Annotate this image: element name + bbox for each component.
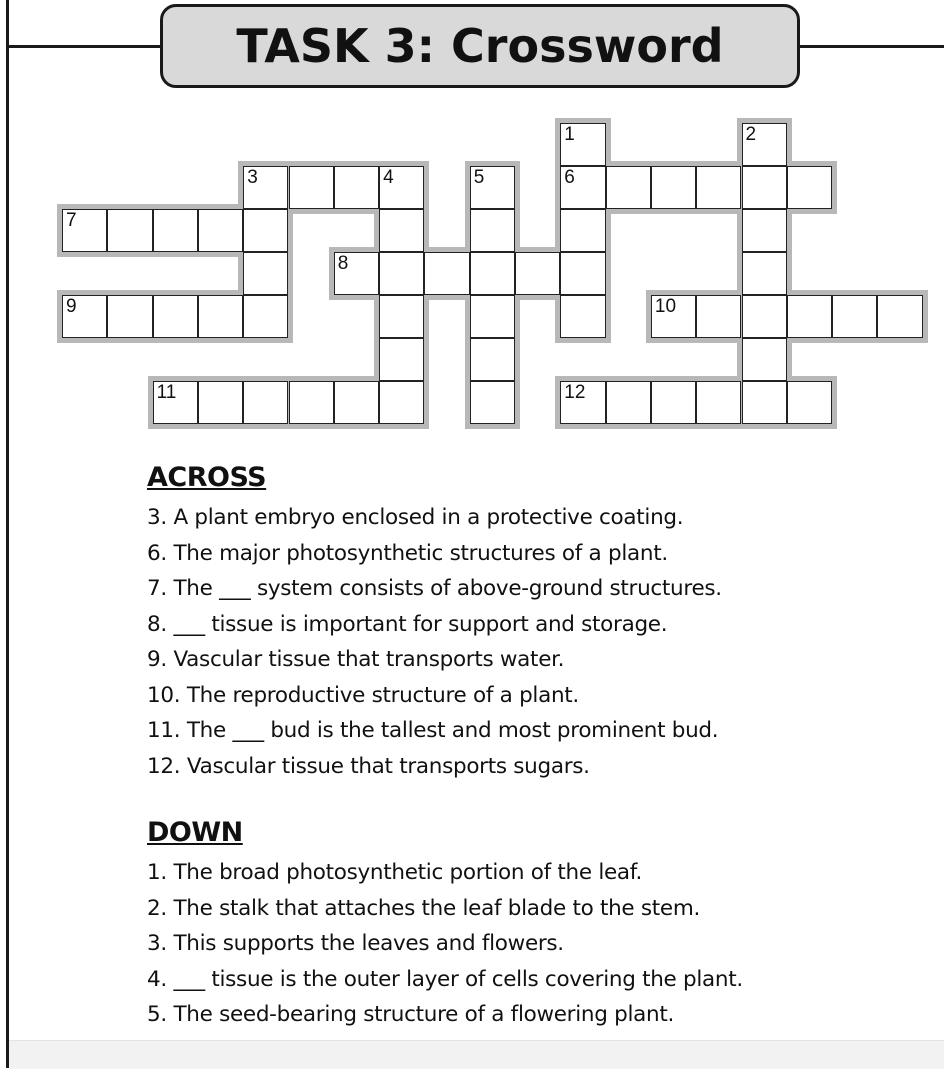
- crossword-cell[interactable]: [787, 166, 832, 209]
- crossword-cell[interactable]: [334, 252, 379, 295]
- across-clue-9: 9. Vascular tissue that transports water.: [147, 647, 565, 672]
- crossword-cell[interactable]: [153, 295, 198, 338]
- crossword-cell[interactable]: [379, 252, 424, 295]
- crossword-cell[interactable]: [334, 166, 379, 209]
- crossword-cell[interactable]: [515, 252, 560, 295]
- crossword-cell[interactable]: [651, 381, 696, 424]
- crossword-cell[interactable]: [243, 166, 288, 209]
- crossword-cell[interactable]: [560, 209, 605, 252]
- down-clues: [147, 815, 927, 1033]
- down-clue-3: 3. This supports the leaves and flowers.: [147, 931, 564, 956]
- crossword-cell[interactable]: [742, 295, 787, 338]
- crossword-cell[interactable]: [787, 381, 832, 424]
- crossword-cell[interactable]: [832, 295, 877, 338]
- crossword-cell[interactable]: [198, 381, 243, 424]
- crossword-cell[interactable]: [153, 209, 198, 252]
- clue-number: 8: [337, 253, 349, 274]
- crossword-cell[interactable]: [198, 209, 243, 252]
- crossword-cell[interactable]: [198, 295, 243, 338]
- clue-number: 1: [564, 124, 575, 145]
- down-heading: DOWN: [147, 817, 243, 848]
- across-clue-8: 8. ___ tissue is important for support and storage.: [147, 611, 668, 637]
- crossword-cell[interactable]: [787, 295, 832, 338]
- crossword-cell[interactable]: [696, 295, 741, 338]
- clue-number: 11: [156, 382, 177, 403]
- crossword-cell[interactable]: [243, 381, 288, 424]
- crossword-cell[interactable]: [289, 166, 334, 209]
- crossword-cell[interactable]: [470, 252, 515, 295]
- crossword-cell[interactable]: [379, 295, 424, 338]
- crossword-cell[interactable]: [560, 123, 605, 166]
- crossword-cell[interactable]: [742, 166, 787, 209]
- down-clue-1: 1. The broad photosynthetic portion of the leaf.: [147, 860, 643, 885]
- crossword-cell[interactable]: [470, 338, 515, 381]
- crossword-cell[interactable]: [379, 381, 424, 424]
- crossword-cell[interactable]: [560, 252, 605, 295]
- crossword-cell[interactable]: [742, 209, 787, 252]
- crossword-cell[interactable]: [877, 295, 922, 338]
- crossword-cell[interactable]: [651, 166, 696, 209]
- crossword-cell[interactable]: [107, 209, 152, 252]
- clue-number: 12: [564, 382, 586, 403]
- crossword-cell[interactable]: [560, 166, 605, 209]
- crossword-cell[interactable]: [62, 295, 107, 338]
- crossword-cell[interactable]: [696, 381, 741, 424]
- clue-number: 4: [383, 167, 394, 188]
- across-clue-12: 12. Vascular tissue that transports sugars.: [147, 753, 590, 779]
- across-clue-6: 6. The major photosynthetic structures of a plant.: [147, 540, 668, 566]
- crossword-cell[interactable]: [470, 381, 515, 424]
- clue-number: 9: [66, 296, 77, 317]
- crossword-cell[interactable]: [379, 209, 424, 252]
- across-clue-10: 10. The reproductive structure of a plant.: [147, 682, 579, 708]
- clue-number: 6: [564, 167, 575, 188]
- crossword-grid: [0, 0, 944, 460]
- crossword-cell[interactable]: [153, 381, 198, 424]
- down-clue-5: 5. The seed-bearing structure of a flowering plant.: [147, 1002, 674, 1027]
- crossword-cell[interactable]: [470, 295, 515, 338]
- crossword-cell[interactable]: [651, 295, 696, 338]
- crossword-cell[interactable]: [379, 166, 424, 209]
- clue-number: 10: [654, 296, 677, 317]
- crossword-cell[interactable]: [62, 209, 107, 252]
- crossword-cell[interactable]: [742, 381, 787, 424]
- page-title: TASK 3: Crossword: [236, 19, 724, 73]
- crossword-cell[interactable]: [560, 295, 605, 338]
- crossword-cell[interactable]: [606, 381, 651, 424]
- crossword-cell[interactable]: [742, 252, 787, 295]
- crossword-cell[interactable]: [379, 338, 424, 381]
- clue-number: 3: [247, 167, 258, 188]
- across-clue-3: 3. A plant embryo enclosed in a protective coating.: [147, 505, 684, 530]
- window-bottom-bar: [9, 1040, 944, 1069]
- clue-number: 2: [745, 124, 757, 145]
- crossword-cell[interactable]: [560, 381, 605, 424]
- down-clue-2: 2. The stalk that attaches the leaf blade to the stem.: [147, 895, 701, 921]
- crossword-cell[interactable]: [289, 381, 334, 424]
- crossword-cell[interactable]: [424, 252, 469, 295]
- crossword-cell[interactable]: [742, 338, 787, 381]
- across-clue-11: 11. The ___ bud is the tallest and most prominent bud.: [147, 718, 719, 743]
- clue-number: 7: [66, 210, 77, 231]
- across-heading: ACROSS: [147, 462, 267, 493]
- across-clue-7: 7. The ___ system consists of above-ground structures.: [147, 576, 722, 601]
- crossword-cell[interactable]: [470, 209, 515, 252]
- crossword-cell[interactable]: [696, 166, 741, 209]
- crossword-cell[interactable]: [243, 252, 288, 295]
- crossword-cell[interactable]: [470, 166, 515, 209]
- crossword-cell[interactable]: [606, 166, 651, 209]
- across-clues: [147, 460, 927, 784]
- crossword-cell[interactable]: [742, 123, 787, 166]
- crossword-cell[interactable]: [243, 209, 288, 252]
- crossword-cell[interactable]: [107, 295, 152, 338]
- down-clue-4: 4. ___ tissue is the outer layer of cells covering the plant.: [147, 966, 743, 992]
- crossword-cell[interactable]: [334, 381, 379, 424]
- crossword-cell[interactable]: [243, 295, 288, 338]
- clue-number: 5: [473, 167, 485, 188]
